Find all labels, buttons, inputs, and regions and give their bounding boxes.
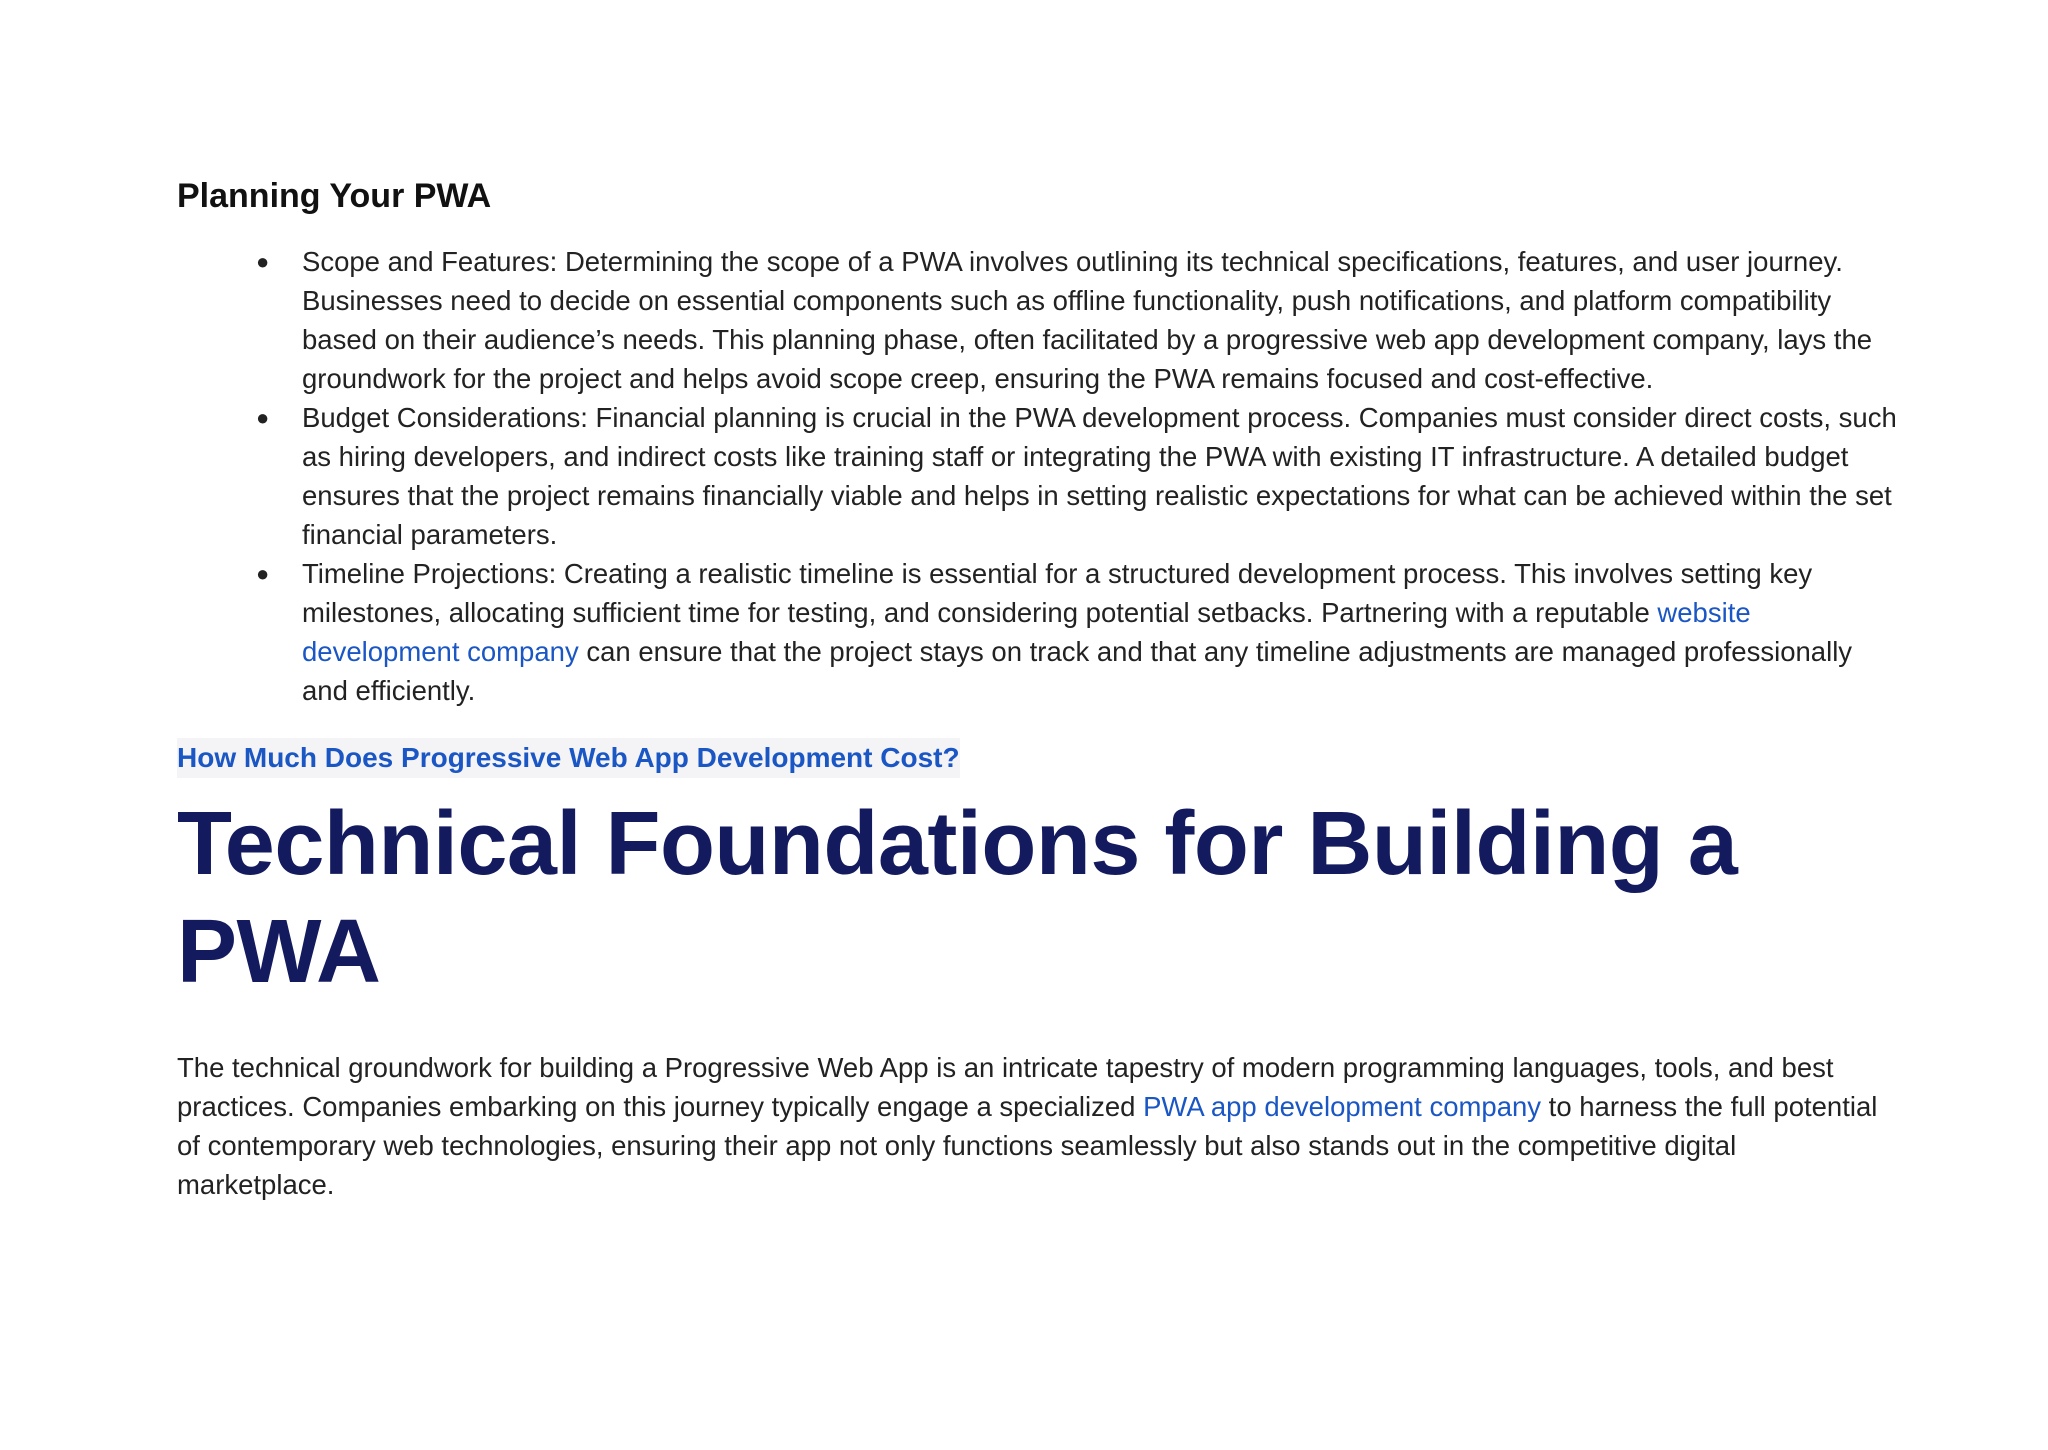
bullet-icon: ● [256,561,270,586]
planning-list [177,242,1897,710]
bullet-icon: ● [256,249,270,274]
section-heading-planning: Planning Your PWA [177,177,492,215]
list-item-text-before: Timeline Projections: Creating a realistic timeline is essential for a structured development process. This involves setting key milestones, allocating sufficient time for testing, and considering potential setbacks. Partnering with a reputable [302,558,1813,628]
list-item-text-after: can ensure that the project stays on track and that any timeline adjustments are managed professionally and efficiently. [302,636,1853,706]
list-item-text: Scope and Features: Determining the scope of a PWA involves outlining its technical specifications, features, and user journey. Businesses need to decide on essential components such as offline functionality, push notifications, and platform compatibility based on their audience’s needs. This planning phase, often facilitated by a progressive web app development company, lays the groundwork for the project and helps avoid scope creep, ensuring the PWA remains focused and cost-effective. [302,246,1873,394]
list-item-budget [256,398,1897,554]
bullet-icon: ● [256,405,270,430]
document-page [177,172,1897,1204]
intro-text-after: to harness the full potential of contemporary web technologies, ensuring their app not only functions seamlessly but also stands out in the competitive digital marketplace. [177,1091,1878,1200]
pwa-cost-article-link[interactable]: How Much Does Progressive Web App Development Cost? [177,738,960,778]
list-item-text: Budget Considerations: Financial planning is crucial in the PWA development process. Companies must consider direct costs, such as hiring developers, and indirect costs like training staff or integrating the PWA with existing IT infrastructure. A detailed budget ensures that the project remains financially viable and helps in setting realistic expectations for what can be achieved within the set financial parameters. [302,402,1897,550]
list-item-timeline [256,554,1897,710]
intro-text-before: The technical groundwork for building a Progressive Web App is an intricate tapestry of modern programming languages, tools, and best practices. Companies embarking on this journey typically engage a specialized [177,1052,1834,1122]
website-development-company-link[interactable]: website development company [302,597,1751,667]
list-item-scope [256,242,1897,398]
page-title: Technical Foundations for Building a PWA [177,794,1738,1002]
pwa-app-development-company-link[interactable]: PWA app development company [1143,1091,1542,1122]
intro-paragraph [177,1048,1897,1204]
